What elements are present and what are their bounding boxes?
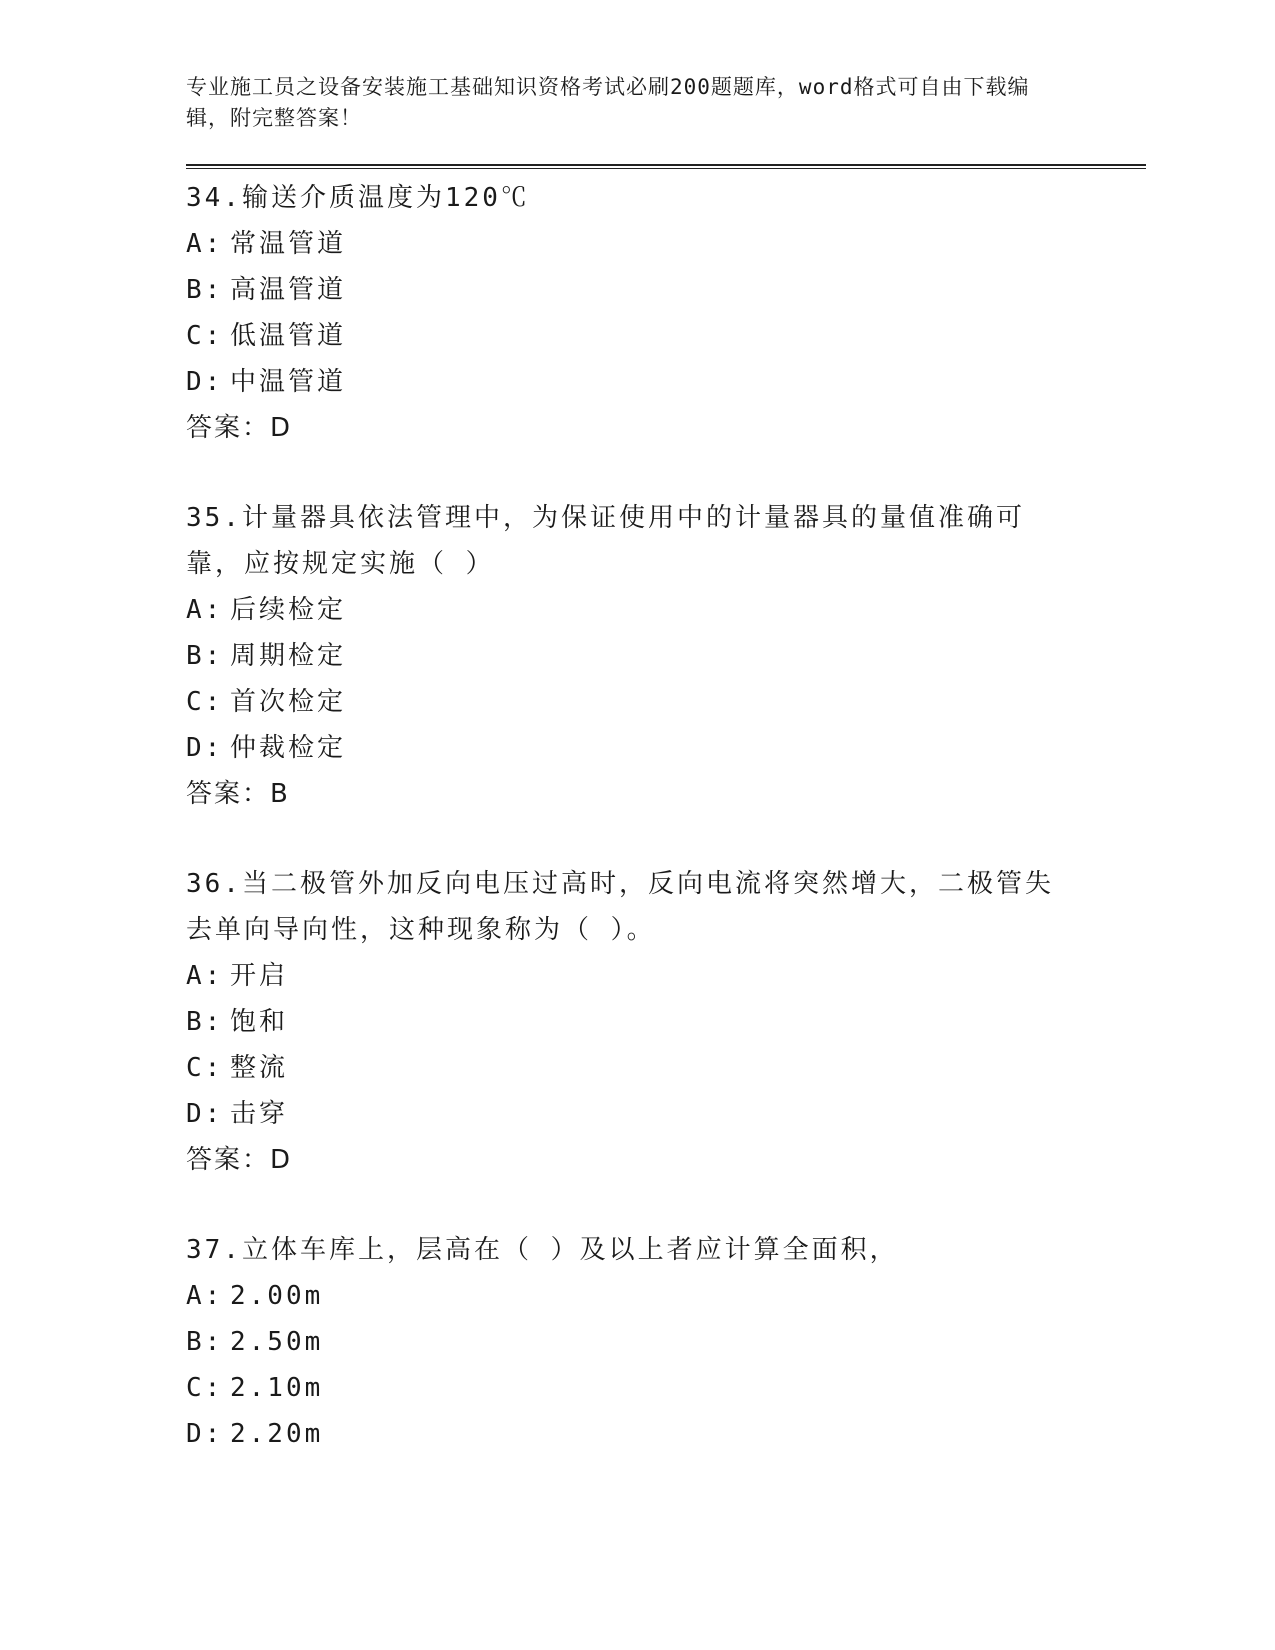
option-c bbox=[186, 679, 1146, 725]
option-letter: C: bbox=[186, 1373, 224, 1403]
option-c bbox=[186, 1045, 1146, 1091]
option-letter: A: bbox=[186, 961, 224, 991]
option-a bbox=[186, 1273, 1146, 1319]
option-letter: A: bbox=[186, 1281, 224, 1311]
document-page bbox=[186, 72, 1146, 1501]
option-d bbox=[186, 725, 1146, 771]
option-d bbox=[186, 359, 1146, 405]
option-b bbox=[186, 633, 1146, 679]
option-text: 2.20m bbox=[230, 1419, 324, 1449]
option-text: 2.50m bbox=[230, 1327, 324, 1357]
option-letter: C: bbox=[186, 687, 224, 717]
question-number: 36. bbox=[186, 869, 242, 899]
question-text bbox=[186, 495, 1066, 587]
header-divider bbox=[186, 164, 1146, 169]
option-letter: B: bbox=[186, 275, 224, 305]
question-body: 计量器具依法管理中，为保证使用中的计量器具的量值准确可靠，应按规定实施（ ） bbox=[186, 503, 1025, 579]
option-text: 开启 bbox=[230, 961, 289, 991]
option-letter: B: bbox=[186, 641, 224, 671]
option-b bbox=[186, 999, 1146, 1045]
question-body: 输送介质温度为120℃ bbox=[241, 183, 530, 213]
option-letter: D: bbox=[186, 367, 224, 397]
question-number: 35. bbox=[186, 503, 242, 533]
option-letter: B: bbox=[186, 1007, 224, 1037]
question-36 bbox=[186, 861, 1146, 1183]
question-text bbox=[186, 861, 1066, 953]
question-34 bbox=[186, 175, 1146, 451]
option-text: 2.00m bbox=[230, 1281, 324, 1311]
option-text: 低温管道 bbox=[230, 321, 347, 351]
option-b bbox=[186, 267, 1146, 313]
question-number: 34. bbox=[186, 183, 242, 213]
option-letter: B: bbox=[186, 1327, 224, 1357]
option-d bbox=[186, 1091, 1146, 1137]
option-letter: C: bbox=[186, 321, 224, 351]
question-number: 37. bbox=[186, 1235, 242, 1265]
option-text: 首次检定 bbox=[230, 687, 347, 717]
answer-line: 答案：D bbox=[186, 1145, 293, 1175]
answer-line: 答案：B bbox=[186, 779, 290, 809]
option-text: 2.10m bbox=[230, 1373, 324, 1403]
option-letter: D: bbox=[186, 1419, 224, 1449]
question-body: 立体车库上，层高在（ ）及以上者应计算全面积， bbox=[241, 1235, 899, 1265]
option-text: 击穿 bbox=[230, 1099, 289, 1129]
question-text bbox=[186, 175, 1066, 221]
option-text: 后续检定 bbox=[230, 595, 347, 625]
option-d bbox=[186, 1411, 1146, 1457]
answer-line: 答案：D bbox=[186, 413, 293, 443]
option-letter: D: bbox=[186, 733, 224, 763]
option-a bbox=[186, 953, 1146, 999]
option-text: 高温管道 bbox=[230, 275, 347, 305]
option-letter: C: bbox=[186, 1053, 224, 1083]
question-37 bbox=[186, 1227, 1146, 1457]
option-b bbox=[186, 1319, 1146, 1365]
option-text: 中温管道 bbox=[230, 367, 347, 397]
option-text: 仲裁检定 bbox=[230, 733, 347, 763]
option-letter: A: bbox=[186, 595, 224, 625]
option-text: 周期检定 bbox=[230, 641, 347, 671]
question-body: 当二极管外加反向电压过高时，反向电流将突然增大，二极管失去单向导向性，这种现象称为（ ）。 bbox=[186, 869, 1054, 945]
question-35 bbox=[186, 495, 1146, 817]
option-letter: A: bbox=[186, 229, 224, 259]
option-text: 常温管道 bbox=[230, 229, 347, 259]
question-list bbox=[186, 175, 1146, 1457]
option-text: 整流 bbox=[230, 1053, 289, 1083]
option-text: 饱和 bbox=[230, 1007, 289, 1037]
question-text bbox=[186, 1227, 1066, 1273]
option-c bbox=[186, 1365, 1146, 1411]
option-a bbox=[186, 221, 1146, 267]
document-header: 专业施工员之设备安装施工基础知识资格考试必刷200题题库，word格式可自由下载编辑，附完整答案！ bbox=[186, 75, 1030, 130]
option-c bbox=[186, 313, 1146, 359]
option-a bbox=[186, 587, 1146, 633]
option-letter: D: bbox=[186, 1099, 224, 1129]
